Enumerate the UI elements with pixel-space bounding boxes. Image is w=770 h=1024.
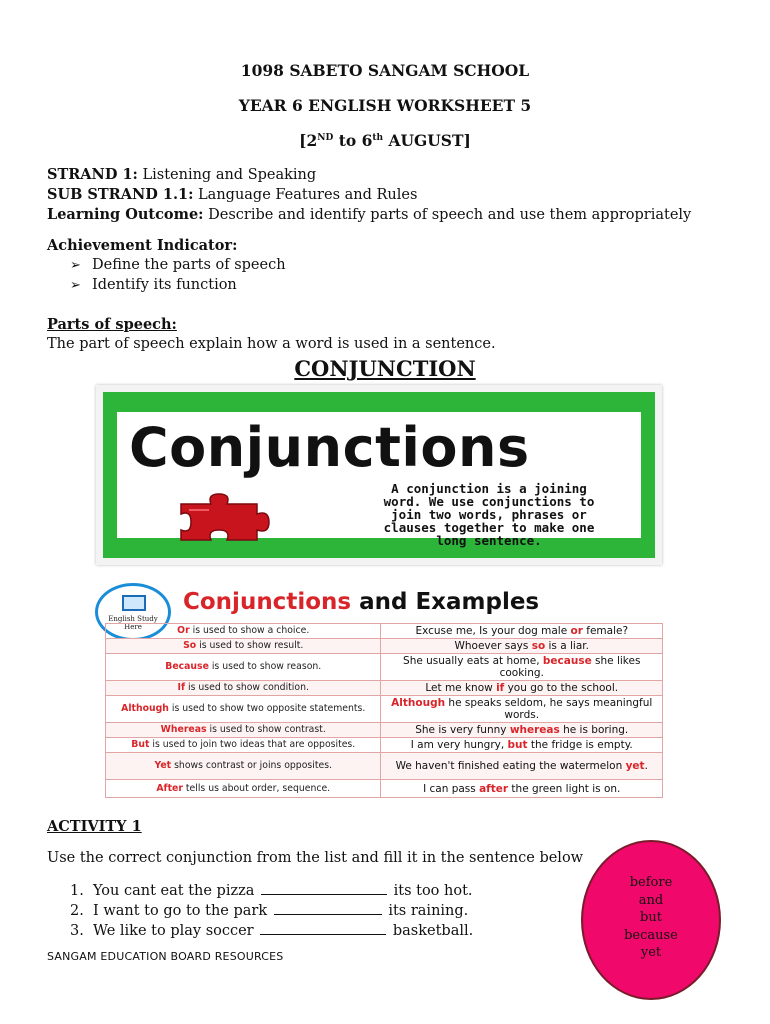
examples-table-row <box>106 696 663 723</box>
word-option: yet <box>640 945 662 960</box>
answer-blank[interactable] <box>274 902 382 915</box>
conjunction-example-cell: She is very funny whereas he is boring. <box>381 723 663 738</box>
conjunctions-banner <box>96 385 662 565</box>
achievement-item: ➢ Identify its function <box>70 277 237 293</box>
activity-instruction: Use the correct conjunction from the list and fill it in the sentence below <box>47 850 584 866</box>
conjunction-example-cell: I can pass after the green light is on. <box>381 780 663 798</box>
word-option: but <box>640 910 662 925</box>
conjunction-usage-cell: Although is used to show two opposite statements. <box>106 696 381 723</box>
word-list <box>581 874 721 962</box>
school-name: 1098 SABETO SANGAM SCHOOL <box>240 61 530 80</box>
examples-table-row <box>106 780 663 798</box>
conjunction-example-cell: Let me know if you go to the school. <box>381 681 663 696</box>
banner-panel <box>117 412 641 548</box>
substrand-line: SUB STRAND 1.1: Language Features and Rules <box>47 186 418 203</box>
examples-table-row <box>106 639 663 654</box>
question-item: 2. I want to go to the park its raining. <box>70 903 469 919</box>
examples-table-row <box>106 753 663 780</box>
arrow-bullet-icon: ➢ <box>70 258 81 273</box>
conjunction-examples-chart <box>95 583 665 801</box>
conjunction-usage-cell: So is used to show result. <box>106 639 381 654</box>
banner-green-frame <box>103 392 655 558</box>
english-study-logo: English Study Here <box>95 583 171 641</box>
conjunction-usage-cell: After tells us about order, sequence. <box>106 780 381 798</box>
conjunction-example-cell: I am very hungry, but the fridge is empty. <box>381 738 663 753</box>
examples-table-row <box>106 723 663 738</box>
examples-table-row <box>106 738 663 753</box>
examples-table <box>105 623 663 798</box>
achievement-item: ➢ Define the parts of speech <box>70 257 286 273</box>
conjunction-example-cell: Excuse me, Is your dog male or female? <box>381 624 663 639</box>
examples-table-row <box>106 681 663 696</box>
section-title: CONJUNCTION <box>294 356 476 381</box>
conjunction-usage-cell: Whereas is used to show contrast. <box>106 723 381 738</box>
question-item: 3. We like to play soccer basketball. <box>70 923 474 939</box>
strand-line: STRAND 1: Listening and Speaking <box>47 166 317 183</box>
examples-table-row <box>106 624 663 639</box>
achievement-heading: Achievement Indicator: <box>47 237 238 254</box>
word-option: and <box>638 892 664 908</box>
conjunction-example-cell: Although he speaks seldom, he says meaningful words. <box>381 696 663 723</box>
footer-text: SANGAM EDUCATION BOARD RESOURCES <box>47 950 284 963</box>
book-icon <box>122 595 146 611</box>
learning-outcome-line: Learning Outcome: Describe and identify parts of speech and use them appropriately <box>47 206 692 223</box>
conjunction-usage-cell: If is used to show condition. <box>106 681 381 696</box>
conjunction-usage-cell: But is used to join two ideas that are opposites. <box>106 738 381 753</box>
parts-of-speech-text: The part of speech explain how a word is used in a sentence. <box>47 336 496 352</box>
date-range: [2ND to 6th AUGUST] <box>299 131 471 150</box>
banner-word: Conjunctions <box>129 416 530 479</box>
conjunction-example-cell: We haven't finished eating the watermelon yet. <box>381 753 663 780</box>
puzzle-piece-icon <box>175 490 275 546</box>
activity-heading: ACTIVITY 1 <box>47 818 142 835</box>
conjunction-usage-cell: Yet shows contrast or joins opposites. <box>106 753 381 780</box>
worksheet-title: YEAR 6 ENGLISH WORKSHEET 5 <box>238 96 532 115</box>
answer-blank[interactable] <box>261 882 387 895</box>
word-option: because <box>624 927 678 943</box>
conjunction-usage-cell: Or is used to show a choice. <box>106 624 381 639</box>
conjunction-example-cell: Whoever says so is a liar. <box>381 639 663 654</box>
examples-table-row <box>106 654 663 681</box>
parts-of-speech-heading: Parts of speech: <box>47 316 177 333</box>
conjunction-usage-cell: Because is used to show reason. <box>106 654 381 681</box>
question-item: 1. You cant eat the pizza its too hot. <box>70 883 473 899</box>
examples-title: Conjunctions and Examples <box>183 589 540 615</box>
banner-definition: A conjunction is a joining word. We use conjunctions to join two words, phrases or clauses together to make one long sentence. <box>383 481 595 548</box>
arrow-bullet-icon: ➢ <box>70 278 81 293</box>
word-option: before <box>629 875 673 890</box>
conjunction-example-cell: She usually eats at home, because she likes cooking. <box>381 654 663 681</box>
answer-blank[interactable] <box>260 922 386 935</box>
